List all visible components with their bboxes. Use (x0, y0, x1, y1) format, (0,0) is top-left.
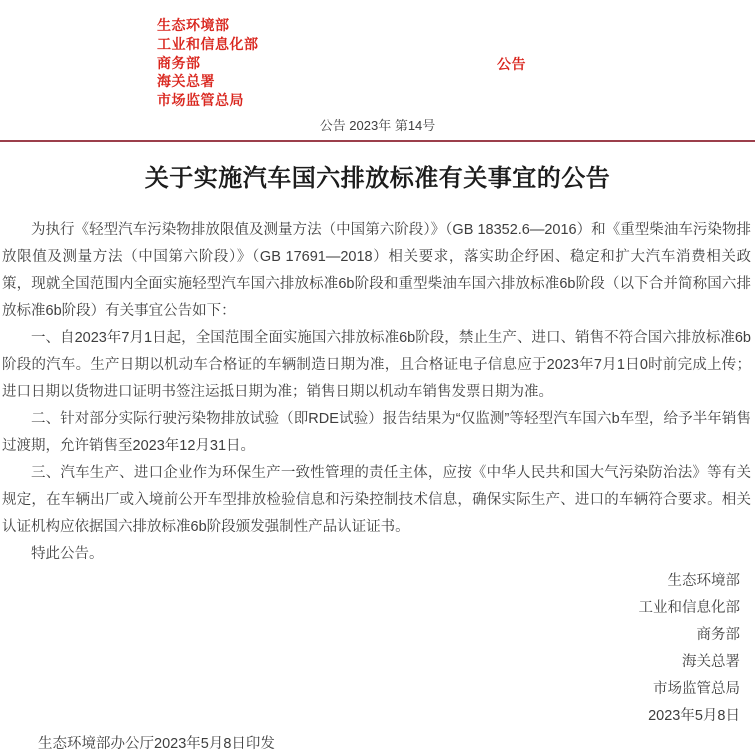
signer-name: 市场监管总局 (653, 680, 740, 697)
signature-date: 2023年5月8日 (648, 707, 740, 724)
paragraph-item-1: 一、自2023年7月1日起，全国范围全面实施国六排放标准6b阶段，禁止生产、进口、销售不符合国六排放标准6b阶段的汽车。生产日期以机动车合格证的车辆制造日期为准，且合格证电子信息应于2023年7月1日0时前完成上传；进口日期以货物进口证明书签注运抵日期为准；销售日期以机动车销售发票日期为准。 (2, 329, 751, 400)
agency-name: 生态环境部 (157, 17, 230, 33)
signer-name: 工业和信息化部 (638, 599, 740, 616)
announcement-title: 关于实施汽车国六排放标准有关事宜的公告 (144, 164, 611, 192)
paragraph-item-3: 三、汽车生产、进口企业作为环保生产一致性管理的责任主体，应按《中华人民共和国大气污染防治法》等有关规定，在车辆出厂或入境前公开车型排放检验信息和污染控制技术信息，确保实际生产、进口的车辆符合要求。相关认证机构应依据国六排放标准6b阶段颁发强制性产品认证证书。 (2, 464, 751, 535)
announcement-body (0, 217, 755, 568)
doc-type-label: 公告 (497, 56, 526, 72)
agency-name: 商务部 (157, 54, 201, 71)
signer-name: 生态环境部 (667, 572, 740, 589)
divider-rule (0, 140, 755, 142)
paragraph-intro: 为执行《轻型汽车污染物排放限值及测量方法（中国第六阶段）》（GB 18352.6—2016）和《重型柴油车污染物排放限值及测量方法（中国第六阶段）》（GB 17691—2018）相关要求，落实助企纾困、稳定和扩大汽车消费相关政策，现就全国范围内全面实施轻型汽车国六排放标准6b阶段和重型柴油车国六排放标准6b阶段（以下合并简称国六排放标准6b阶段）有关事宜公告如下： (2, 221, 751, 319)
imprint-line: 生态环境部办公厅2023年5月8日印发 (38, 735, 275, 752)
agency-name: 海关总署 (157, 73, 215, 90)
agency-name: 工业和信息化部 (157, 35, 259, 52)
signer-name: 海关总署 (682, 653, 740, 670)
agency-name: 市场监管总局 (157, 92, 244, 109)
paragraph-closing: 特此公告。 (31, 545, 104, 562)
signature-block (0, 568, 755, 730)
issuing-agencies-header (0, 0, 755, 110)
paragraph-item-2: 二、针对部分实际行驶污染物排放试验（即RDE试验）报告结果为“仅监测”等轻型汽车国六b车型，给予半年销售过渡期，允许销售至2023年12月31日。 (2, 410, 751, 454)
issue-number: 公告 2023年 第14号 (319, 117, 436, 133)
signer-name: 商务部 (696, 626, 740, 643)
